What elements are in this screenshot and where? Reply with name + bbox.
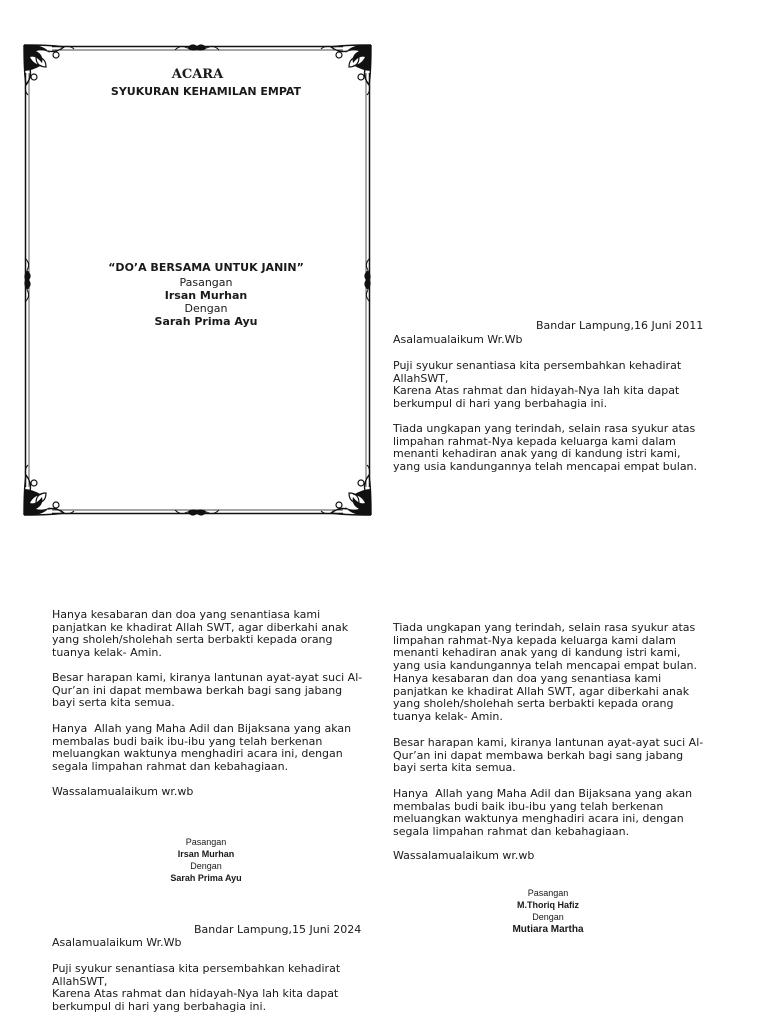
signature-name-wife: Mutiara Martha <box>512 924 584 935</box>
cover-dengan-label: Dengan <box>184 302 228 315</box>
signature-dengan: Dengan <box>190 861 222 871</box>
letter-paragraph: Hanya kesabaran dan doa yang senantiasa kami panjatkan ke khadirat Allah SWT, agar diberkahi anak yang sholeh/sholehah serta berbakti kepada orang tuanya kelak- Amin. <box>52 608 349 660</box>
letter-paragraph: Puji syukur senantiasa kita persembahkan kehadirat AllahSWT, Karena Atas rahmat dan hidayah-Nya lah kita dapat berkumpul di hari yang berbahagia ini. <box>52 962 341 1014</box>
letter-closing: Wassalamualaikum wr.wb <box>52 785 194 798</box>
cover-card <box>22 43 373 517</box>
letter-paragraph: Tiada ungkapan yang terindah, selain rasa syukur atas limpahan rahmat-Nya kepada keluarga kami dalam menanti kehadiran anak yang di kandung istri kami, yang usia kandungannya telah mencapai empat bulan. Hanya kesabaran dan doa yang senantiasa kami panjatkan ke khadirat Allah SWT, agar diberkahi anak yang sholeh/sholehah serta berbakti kepada orang tuanya kelak- Amin. <box>393 621 698 723</box>
signature-block <box>498 887 598 937</box>
cover-name-wife: Sarah Prima Ayu <box>154 315 258 328</box>
signature-pasangan: Pasangan <box>527 888 569 898</box>
letter-paragraph: Puji syukur senantiasa kita persembahkan kehadirat AllahSWT, Karena Atas rahmat dan hidayah-Nya lah kita dapat berkumpul di hari yang berbahagia ini. <box>393 359 682 411</box>
signature-dengan: Dengan <box>532 912 564 922</box>
letter-greeting: Asalamualaikum Wr.Wb <box>52 936 182 949</box>
letter-greeting: Asalamualaikum Wr.Wb <box>393 333 523 346</box>
cover-pasangan-label: Pasangan <box>179 276 233 289</box>
letter-date: Bandar Lampung,16 Juni 2011 <box>536 319 704 332</box>
letter-paragraph: Besar harapan kami, kiranya lantunan ayat-ayat suci Al- Qur’an ini dapat membawa berkah bagi sang jabang bayi serta kita semua. <box>52 671 363 710</box>
signature-pasangan: Pasangan <box>185 837 227 847</box>
signature-block <box>156 836 256 884</box>
cover-title: ACARA <box>171 67 224 82</box>
corner-ornament-bl <box>24 465 74 515</box>
doa-title: “DO’A BERSAMA UNTUK JANIN” <box>108 261 304 274</box>
letter-paragraph: Tiada ungkapan yang terindah, selain rasa syukur atas limpahan rahmat-Nya kepada keluarga kami dalam menanti kehadiran anak yang di kandung istri kami, yang usia kandungannya telah mencapai empat bulan. <box>393 422 698 474</box>
corner-ornament-br <box>321 465 371 515</box>
cover-subtitle: SYUKURAN KEHAMILAN EMPAT <box>110 85 302 98</box>
cover-name-husband: Irsan Murhan <box>164 289 248 302</box>
letter-paragraph: Hanya Allah yang Maha Adil dan Bijaksana yang akan membalas budi baik ibu-ibu yang telah berkenan meluangkan waktunya menghadiri acara ini, dengan segala limpahan rahmat dan kebahagiaan. <box>52 722 352 774</box>
letter-paragraph: Hanya Allah yang Maha Adil dan Bijaksana yang akan membalas budi baik ibu-ibu yang telah berkenan meluangkan waktunya menghadiri acara ini, dengan segala limpahan rahmat dan kebahagiaan. <box>393 787 693 839</box>
letter-paragraph: Besar harapan kami, kiranya lantunan ayat-ayat suci Al- Qur’an ini dapat membawa berkah bagi sang jabang bayi serta kita semua. <box>393 736 704 775</box>
signature-name-husband: Irsan Murhan <box>177 849 235 859</box>
letter-date: Bandar Lampung,15 Juni 2024 <box>194 923 362 936</box>
signature-name-wife: Sarah Prima Ayu <box>170 873 242 883</box>
signature-name-husband: M.Thoriq Hafiz <box>517 900 579 910</box>
letter-closing: Wassalamualaikum wr.wb <box>393 849 535 862</box>
